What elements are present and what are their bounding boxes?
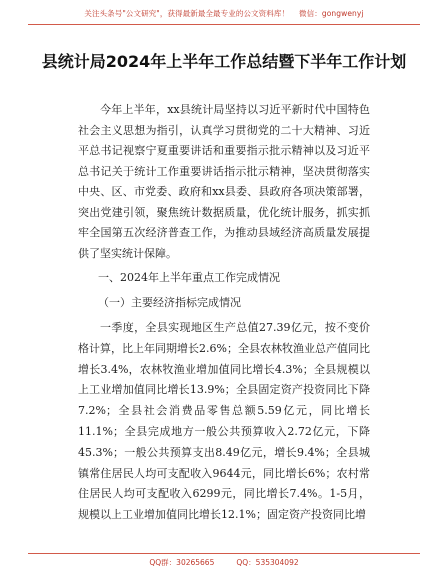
header-banner <box>0 8 448 19</box>
footer-qq-group: QQ群：30265665 <box>149 558 215 567</box>
footer-divider <box>28 553 420 554</box>
document-title: 县统计局2024年上半年工作总结暨下半年工作计划 <box>41 52 407 71</box>
intro-paragraph: 今年上半年，xx县统计局坚持以习近平新时代中国特色社会主义思想为指引，认真学习贯彻党的二十大精神、习近平总书记视察宁夏重要讲话和重要指示批示精神以及习近平总书记关于统计工作重要讲话指示批示精神，坚决贯彻落实中央、区、市党委、政府和xx县委、县政府各项决策部署，突出党建引领，聚焦统计数据质量，优化统计服务，抓实抓牢全国第五次经济普查工作，为推动县域经济高质量发展提供了坚实统计保障。 <box>78 103 370 260</box>
header-wechat-text: 微信：gongwenyj <box>299 9 364 18</box>
section-heading: 一、2024年上半年重点工作完成情况 <box>98 271 280 284</box>
stats-paragraph: 一季度，全县实现地区生产总值27.39亿元，按不变价格计算，比上年同期增长2.6%；全县农林牧渔业总产值同比增长3.4%，农林牧渔业增加值同比增长4.3%；全县规模以上工业增加值同比增长13.9%；全县固定资产投资同比下降7.2%；全县社会消费品零售总额5.59亿元，同比增长11.1%；全县完成地方一般公共预算收入2.72亿元，下降45.3%；一般公共预算支出8.49亿元，增长9.4%；全县城镇常住居民人均可支配收入9644元，同比增长6%；农村常住居民人均可支配收入6299元，同比增长7.4%。1-5月，规模以上工业增加值同比增长12.1%；固定资产投资同比增 <box>78 321 370 522</box>
footer-qq: QQ：535304092 <box>236 558 299 567</box>
subsection-heading: （一）主要经济指标完成情况 <box>98 296 241 309</box>
footer-contact <box>0 557 448 568</box>
header-divider <box>28 24 420 25</box>
header-promo-text: 关注头条号"公文研究"，获得最新最全最专业的公文资料库！ <box>84 9 290 18</box>
